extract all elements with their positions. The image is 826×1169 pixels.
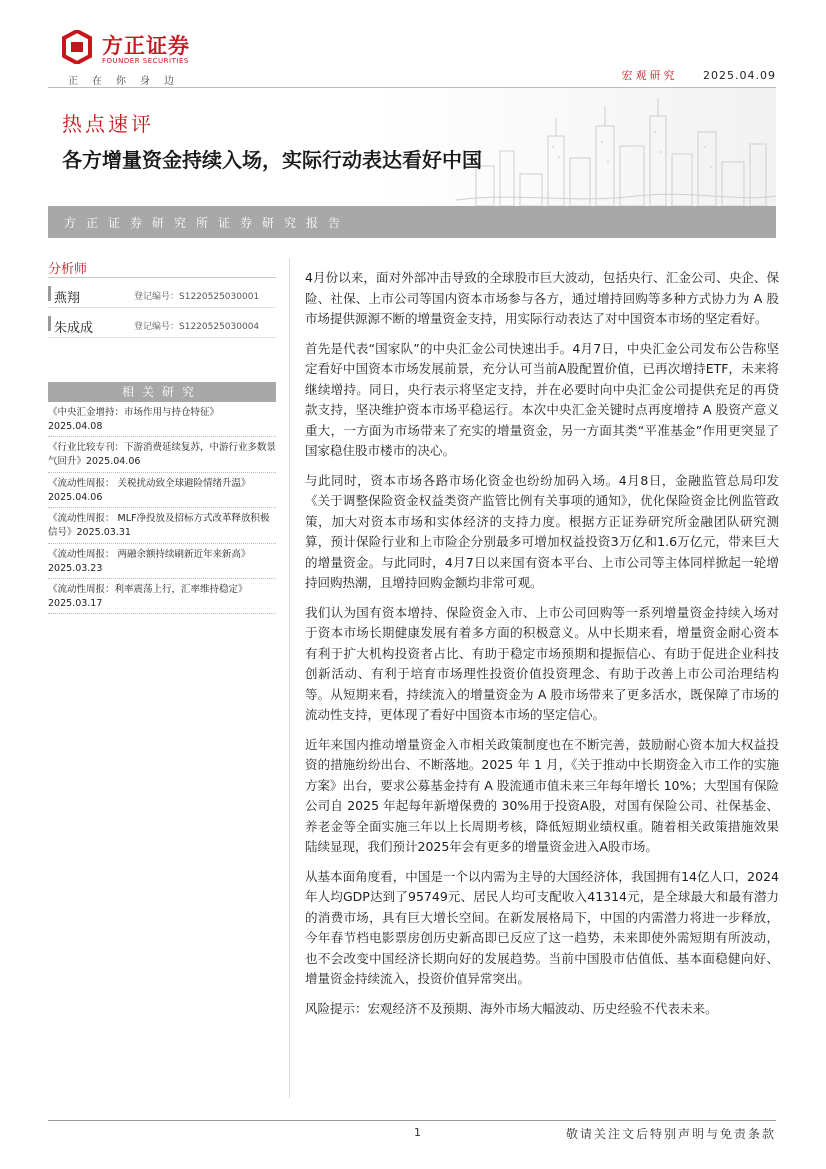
body-paragraph: 近年来国内推动增量资金入市相关政策制度也在不断完善，鼓励耐心资本加大权益投资的措施纷纷出台、不断落地。2025 年 1 月，《关于推动中长期资金入市工作的实施方案》出台，要求公募基金持有 A 股流通市值未来三年每年增长 10%；大型国有保险公司自 2025 年起每年新增保费的 30%用于投资A股，对国有保险公司、社保基金、养老金等全面实施三年以上长周期考核，降低短期业绩权重。随着相关政策措施效果陆续显现，我们预计2025年会有更多的增量资金进入A股市场。 <box>305 736 779 854</box>
city-skyline-illustration <box>456 96 776 206</box>
footer-divider <box>48 1120 776 1121</box>
logo-en-text: FOUNDER SECURITIES <box>102 57 189 65</box>
body-paragraph: 从基本面角度看，中国是一个以内需为主导的大国经济体，我国拥有14亿人口，2024年人均GDP达到了95749元、居民人均可支配收入41314元，是全球最大和最有潜力的消费市场，具有巨大增长空间。在新发展格局下，中国的内需潜力将进一步释放，今年春节档电影票房创历史新高即已反应了这一趋势，未来即使外需短期有所波动，也不会改变中国经济长期向好的发展趋势。当前中国股市估值低、基本面稳健向好、增量资金持续流入，投资价值异常突出。 <box>305 868 779 986</box>
analyst-item <box>48 278 276 308</box>
founder-logo-icon <box>62 30 92 64</box>
document-title: 各方增量资金持续入场，实际行动表达看好中国 <box>62 148 482 172</box>
related-report-date: 2025.03.17 <box>48 598 103 609</box>
related-report-date: 2025.04.08 <box>48 421 103 432</box>
column-divider <box>289 258 290 1098</box>
analyst-marker <box>48 316 51 331</box>
report-type-label: 热点速评 <box>62 112 154 136</box>
related-report[interactable] <box>48 544 276 579</box>
analyst-name: 朱成成 <box>54 321 94 336</box>
body-paragraph: 首先是代表“国家队”的中央汇金公司快速出手。4月7日，中央汇金公司发布公告称坚定看好中国资本市场发展前景，充分认可当前A股配置价值，已再次增持ETF，未来将继续增持。同日，央行表示将坚定支持，并在必要时向中央汇金公司提供充足的再贷款支持，坚决维护资本市场平稳运行。本次中央汇金关键时点再度增持 A 股资产意义重大，一方面为市场带来了充实的增量资金，另一方面其类“平准基金”作用更突显了国家稳住股市楼市的决心。 <box>305 340 779 458</box>
page-number: 1 <box>414 1126 421 1139</box>
analyst-item <box>48 308 276 338</box>
related-report-date: 2025.04.06 <box>48 492 103 503</box>
analyst-marker <box>48 286 51 301</box>
related-report-title: 《流动性周报： 两融余额持续刷新近年来新高》 <box>48 549 251 560</box>
related-report-date: 2025.03.31 <box>76 527 131 538</box>
institute-band-text: 方正证券研究所证券研究报告 <box>64 216 351 230</box>
body-paragraph: 4月份以来，面对外部冲击导致的全球股市巨大波动，包括央行、汇金公司、央企、保险、社保、上市公司等国内资本市场参与各方，通过增持回购等多种方式协力为 A 股市场提供源源不断的增量资金支持，用实际行动表达了对中国资本市场的坚定看好。 <box>305 270 779 326</box>
report-date: 2025.04.09 <box>703 69 776 82</box>
related-report-title: 《流动性周报： 关税扰动致全球避险情绪升温》 <box>48 478 251 489</box>
risk-warning: 风险提示：宏观经济不及预期、海外市场大幅波动、历史经验不代表未来。 <box>305 1000 718 1016</box>
report-category: 宏观研究 <box>621 69 678 82</box>
analyst-heading: 分析师 <box>48 258 276 278</box>
related-report[interactable] <box>48 579 276 614</box>
analyst-registration: 登记编号：S1220525030004 <box>134 322 260 332</box>
related-report-date: 2025.03.23 <box>48 563 103 574</box>
slogan: 正在你身边 <box>68 76 188 87</box>
logo-text: 方正证券 <box>102 34 190 58</box>
related-report[interactable] <box>48 473 276 508</box>
brand-logo <box>48 30 208 87</box>
analyst-registration: 登记编号：S1220525030001 <box>134 292 260 302</box>
title-banner <box>48 88 776 206</box>
related-report-date: 2025.04.06 <box>86 456 141 467</box>
report-body <box>305 268 779 1028</box>
related-research-heading: 相关研究 <box>48 382 276 402</box>
body-paragraph: 我们认为国有资本增持、保险资金入市、上市公司回购等一系列增量资金持续入场对于资本市场长期健康发展有着多方面的积极意义。从中长期来看，增量资金耐心资本有利于扩大机构投资者占比、有助于稳定市场预期和提振信心、有助于促进企业科技创新活动、有利于培育市场理性投资价值投资理念、有助于改善上市公司治理结构等。从短期来看，持续流入的增量资金为 A 股市场带来了更多活水，既保障了市场的流动性支持，更体现了看好中国资本市场的坚定信心。 <box>305 604 779 722</box>
related-report-title: 《行业比较专刊：下游消费延续复苏，中游行业多数景气回升》2025.04.06 <box>48 442 277 467</box>
sidebar <box>48 258 276 614</box>
related-report-title: 《中央汇金增持：市场作用与持仓特征》 <box>48 407 220 418</box>
related-report[interactable] <box>48 402 276 437</box>
header-meta <box>622 67 776 83</box>
related-report[interactable] <box>48 437 276 473</box>
analyst-name: 燕翔 <box>54 291 81 306</box>
related-report-title: 《流动性周报：利率震荡上行，汇率维持稳定》 <box>48 584 248 595</box>
related-report[interactable] <box>48 508 276 544</box>
related-report-title: 《流动性周报： MLF净投放及招标方式改革释放积极信号》2025.03.31 <box>48 513 270 538</box>
institute-band <box>48 206 776 238</box>
disclaimer-notice: 敬请关注文后特别声明与免责条款 <box>565 1127 776 1141</box>
body-paragraph: 与此同时，资本市场各路市场化资金也纷纷加码入场。4月8日，金融监管总局印发《关于调整保险资金权益类资产监管比例有关事项的通知》，优化保险资金比例监管政策，加大对资本市场和实体经济的支持力度。根据方正证券研究所金融团队研究测算，预计保险行业和上市险企分别最多可增加权益投资3万亿和1.6万亿元，带来巨大的增量资金。与此同时，4月7日以来国有资本平台、上市公司等主体同样掀起一轮增持回购热潮，且增持回购金额均非常可观。 <box>305 472 779 590</box>
